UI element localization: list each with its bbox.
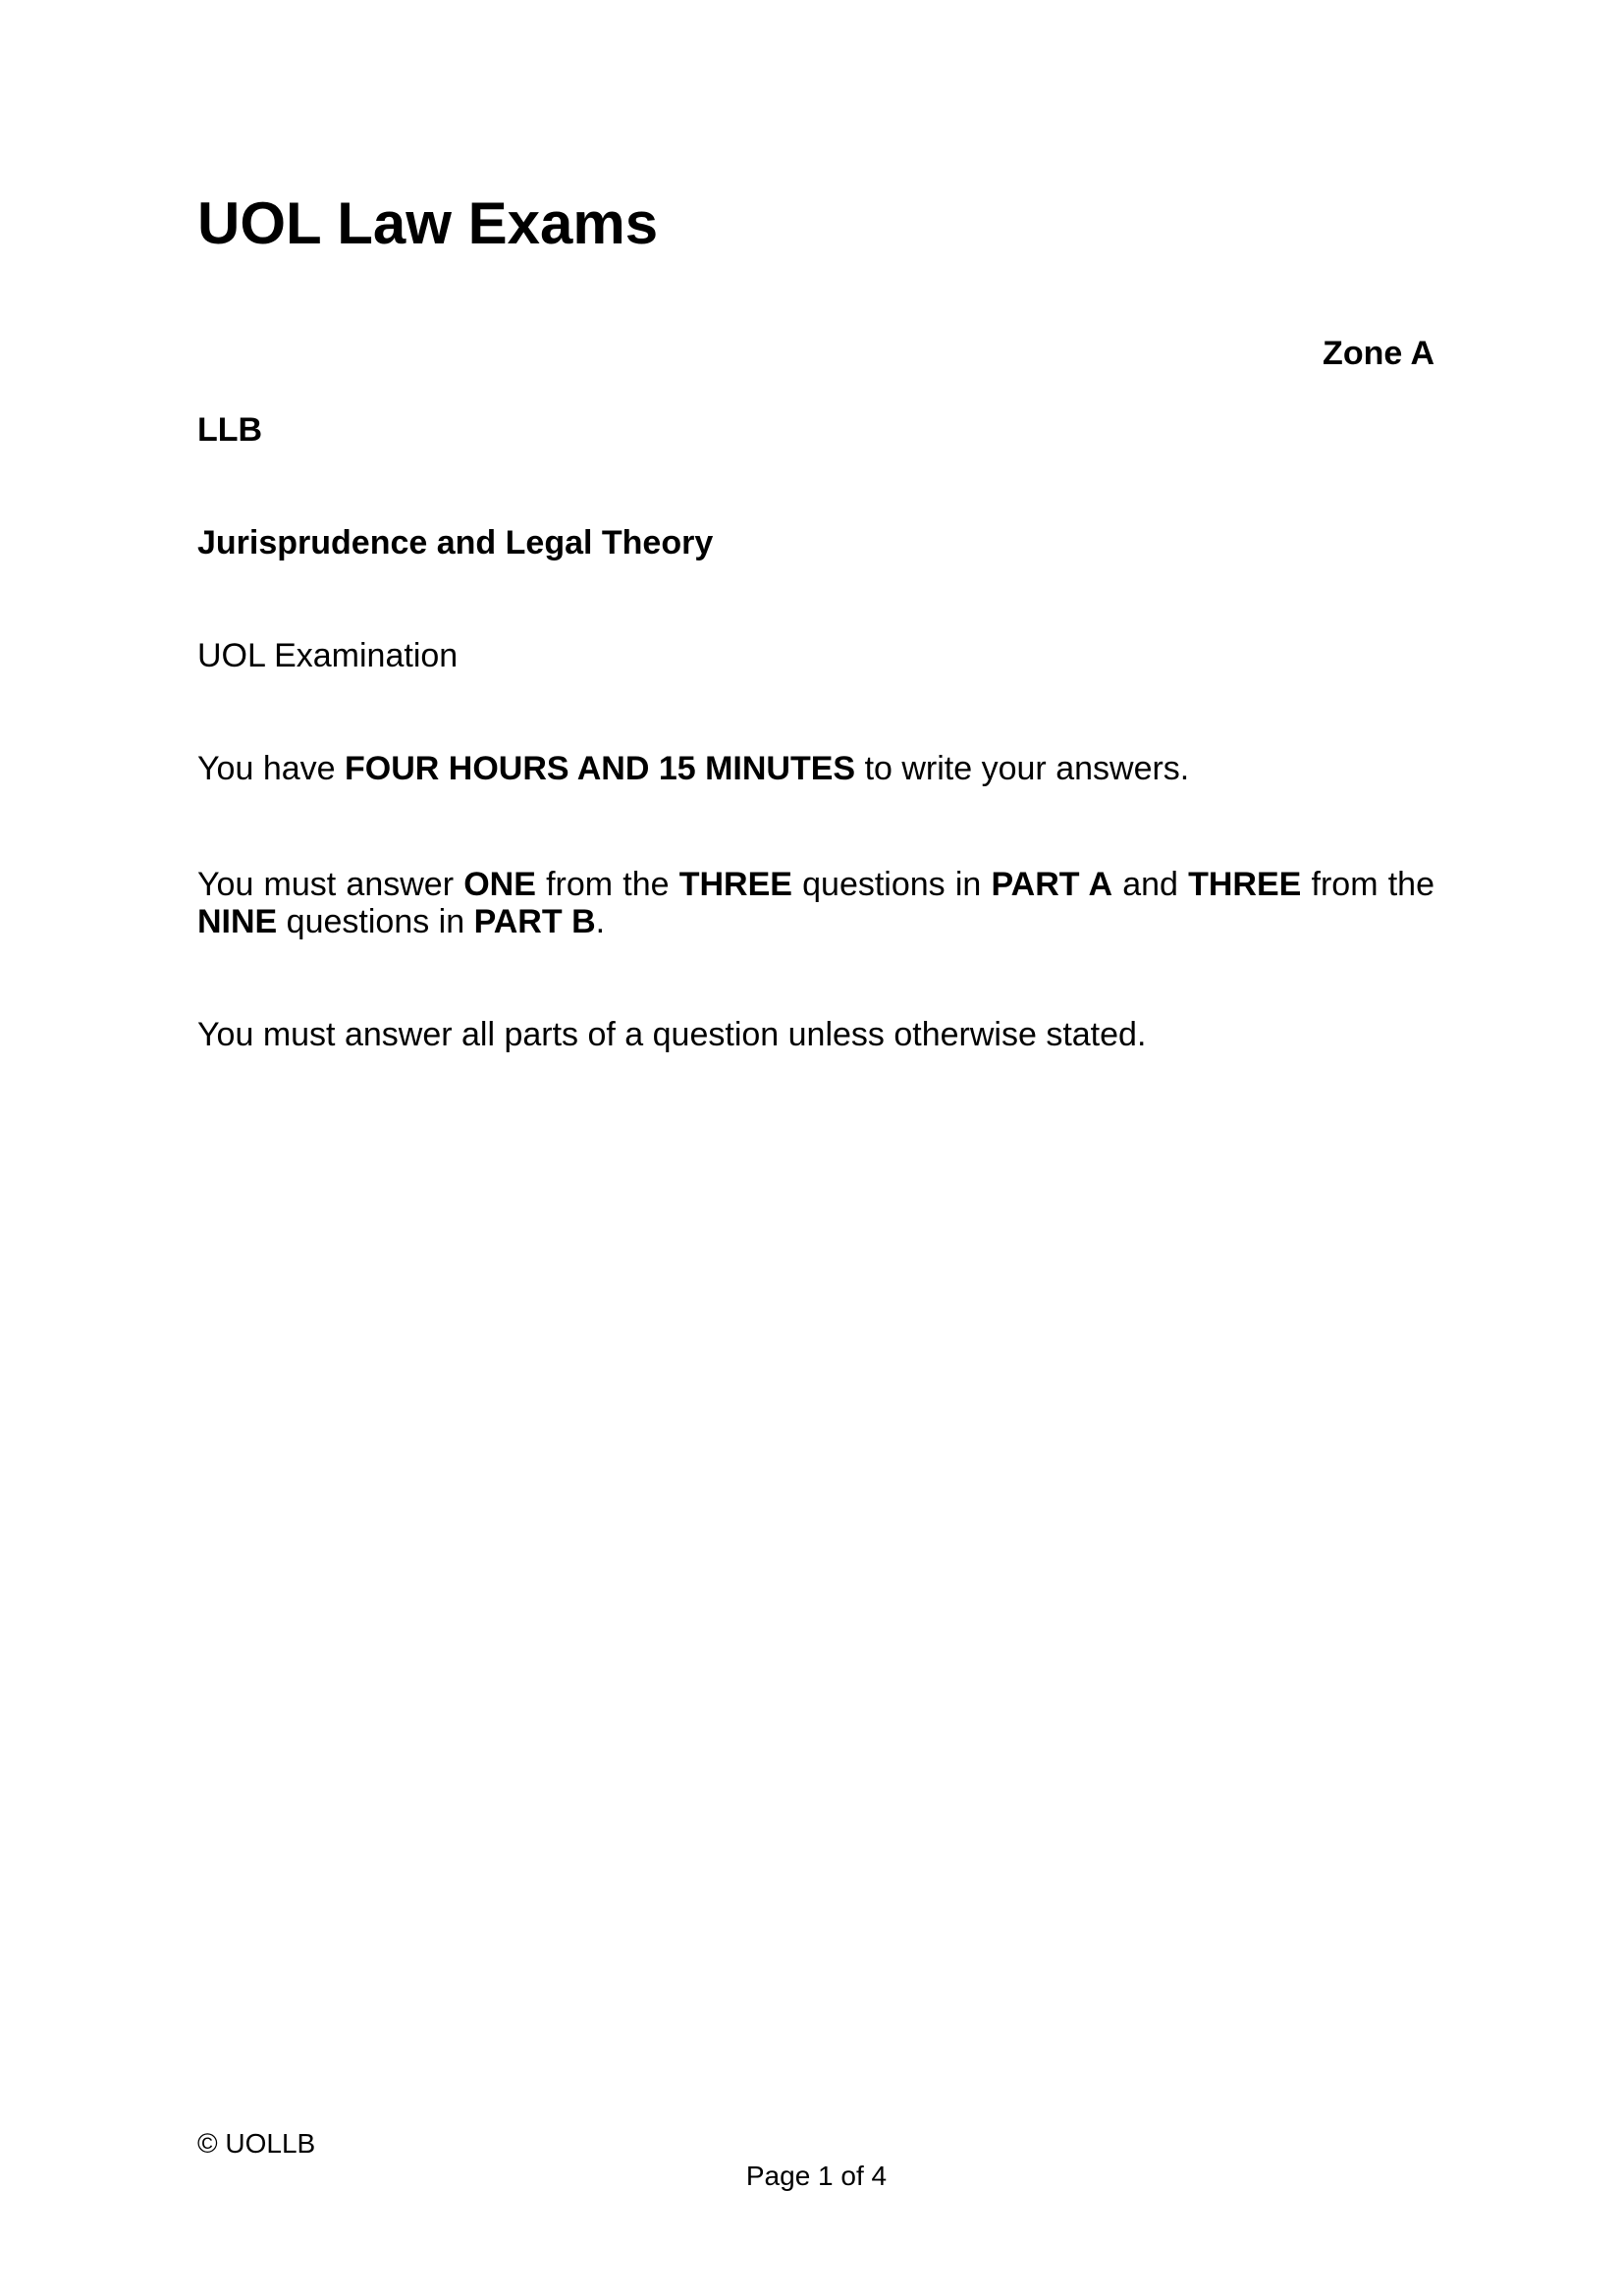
- answer-text-6: questions in: [277, 903, 474, 940]
- answer-text-4: and: [1112, 866, 1189, 903]
- time-suffix: to write your answers.: [855, 750, 1190, 787]
- answer-text-1: You must answer: [197, 866, 464, 903]
- time-prefix: You have: [197, 750, 345, 787]
- answer-text-7: .: [595, 903, 606, 940]
- exam-type: UOL Examination: [197, 637, 459, 674]
- answer-part-a: PART A: [991, 866, 1113, 903]
- time-duration: FOUR HOURS AND 15 MINUTES: [345, 750, 856, 787]
- answer-count-part-a: ONE: [463, 866, 536, 903]
- answer-total-part-a: THREE: [678, 866, 792, 903]
- answer-count-part-b: THREE: [1188, 866, 1302, 903]
- page-number: Page 1 of 4: [745, 2161, 888, 2191]
- answer-text-5: from the: [1301, 866, 1434, 903]
- page-title: UOL Law Exams: [197, 190, 659, 256]
- answer-text-3: questions in: [791, 866, 992, 903]
- time-instruction: [197, 750, 1434, 787]
- answer-part-b: PART B: [473, 903, 596, 940]
- answer-total-part-b: NINE: [197, 903, 278, 940]
- degree-label: LLB: [197, 411, 263, 449]
- zone-label: Zone A: [1323, 335, 1434, 372]
- subject-title: Jurisprudence and Legal Theory: [197, 524, 714, 561]
- answer-text-2: from the: [535, 866, 679, 903]
- parts-instruction: You must answer all parts of a question unless otherwise stated.: [197, 1016, 1147, 1053]
- copyright-notice: © UOLLB: [197, 2128, 316, 2159]
- answer-instruction: [197, 866, 1434, 940]
